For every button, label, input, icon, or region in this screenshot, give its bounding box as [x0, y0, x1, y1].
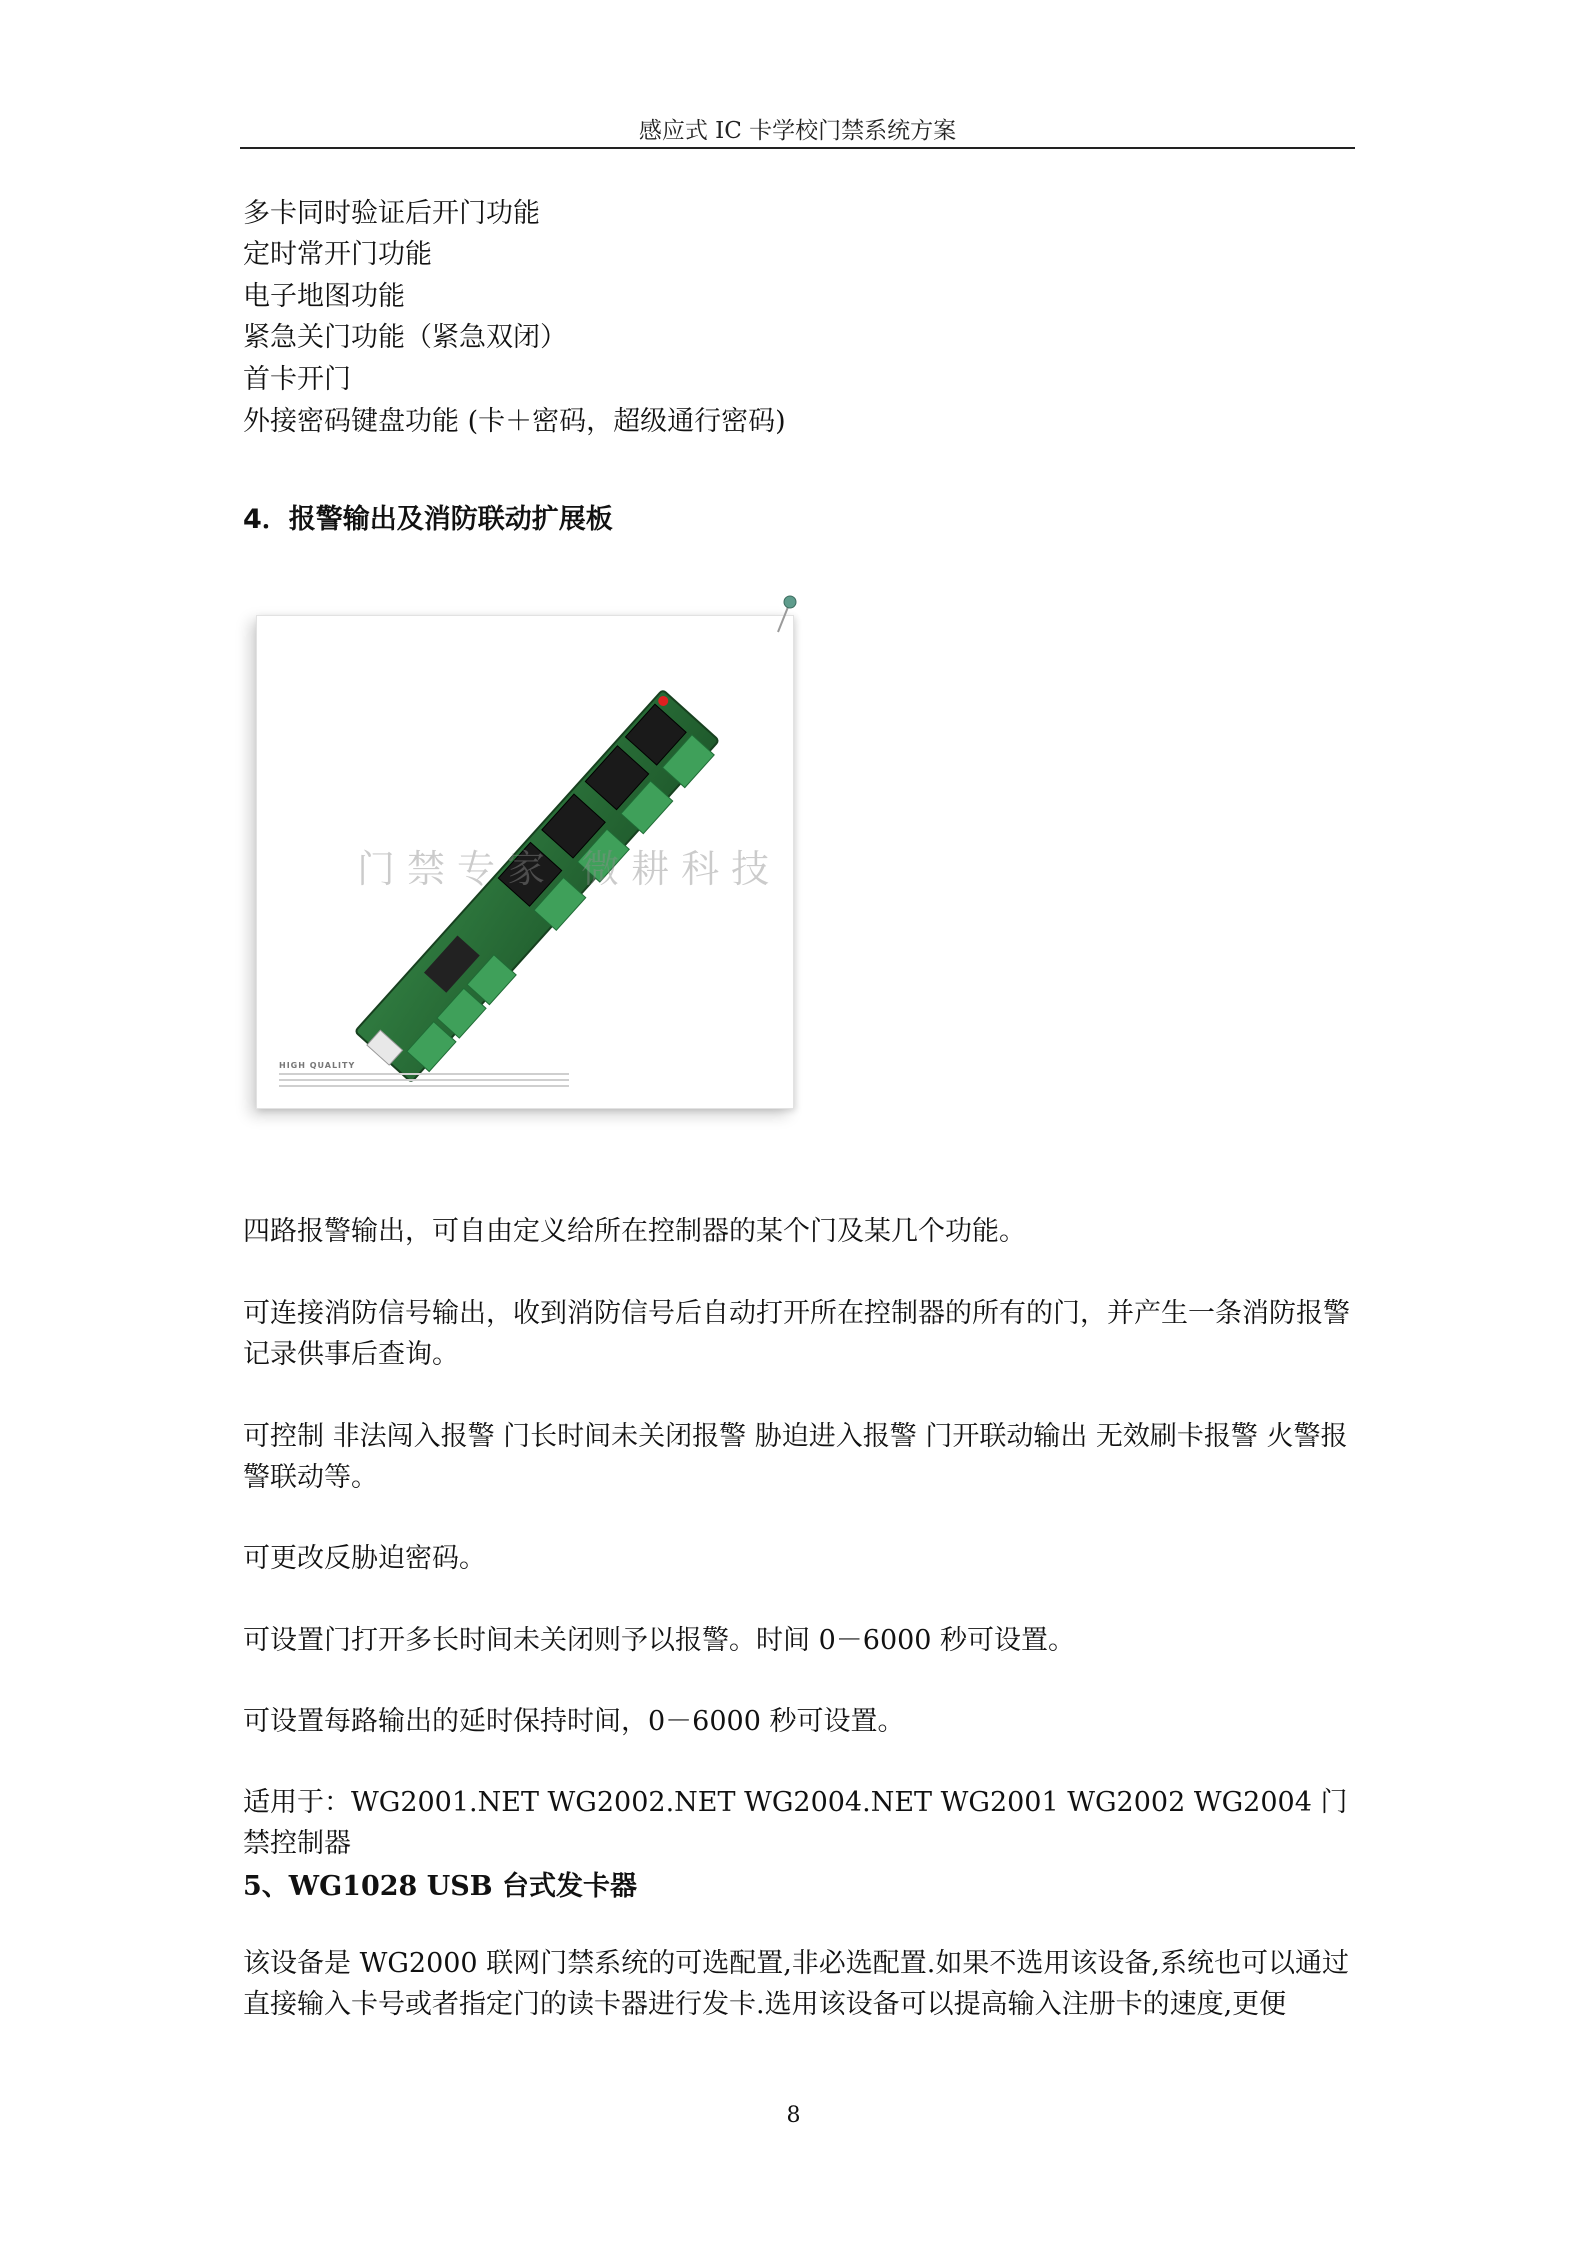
section-4-paragraph: 可更改反胁迫密码。: [243, 1543, 486, 1574]
section-5-paragraph: 该设备是 WG2000 联网门禁系统的可选配置,非必选配置.如果不选用该设备,系统也可以通过直接输入卡号或者指定门的读卡器进行发卡.选用该设备可以提高输入注册卡的速度,更便: [243, 1948, 1349, 2020]
image-watermark: 门禁专家 微耕科技: [357, 847, 782, 891]
feature-item: 多卡同时验证后开门功能: [243, 198, 540, 229]
push-pin-icon: [768, 592, 798, 652]
section-4-paragraph: 可设置每路输出的延时保持时间，0－6000 秒可设置。: [243, 1706, 905, 1737]
section-5-heading: 5、WG1028 USB 台式发卡器: [243, 1871, 637, 1902]
feature-item: 定时常开门功能: [243, 239, 432, 270]
product-photo: [256, 615, 794, 1109]
section-4-applicable-models: 适用于：WG2001.NET WG2002.NET WG2004.NET WG2001 WG2002 WG2004 门禁控制器: [243, 1787, 1348, 1859]
section-4-paragraph: 四路报警输出，可自由定义给所在控制器的某个门及某几个功能。: [243, 1216, 1026, 1247]
image-caption-label: HIGH QUALITY: [279, 1061, 356, 1070]
page-number: 8: [786, 2103, 801, 2128]
section-4-paragraph: 可设置门打开多长时间未关闭则予以报警。时间 0－6000 秒可设置。: [243, 1625, 1076, 1656]
feature-item: 电子地图功能: [243, 281, 405, 312]
section-4-paragraph: 可连接消防信号输出，收到消防信号后自动打开所在控制器的所有的门，并产生一条消防报警记录供事后查询。: [243, 1298, 1350, 1370]
image-fine-print: [279, 1073, 569, 1091]
page-header-title: 感应式 IC 卡学校门禁系统方案: [638, 118, 957, 144]
section-4-heading: 4．报警输出及消防联动扩展板: [243, 504, 613, 535]
feature-item: 外接密码键盘功能 (卡＋密码，超级通行密码): [243, 406, 786, 437]
section-4-paragraph: 可控制 非法闯入报警 门长时间未关闭报警 胁迫进入报警 门开联动输出 无效刷卡报警 火警报警联动等。: [243, 1421, 1348, 1493]
feature-item: 紧急关门功能（紧急双闭）: [243, 322, 567, 353]
header-rule: [240, 147, 1355, 149]
feature-item: 首卡开门: [243, 364, 351, 395]
